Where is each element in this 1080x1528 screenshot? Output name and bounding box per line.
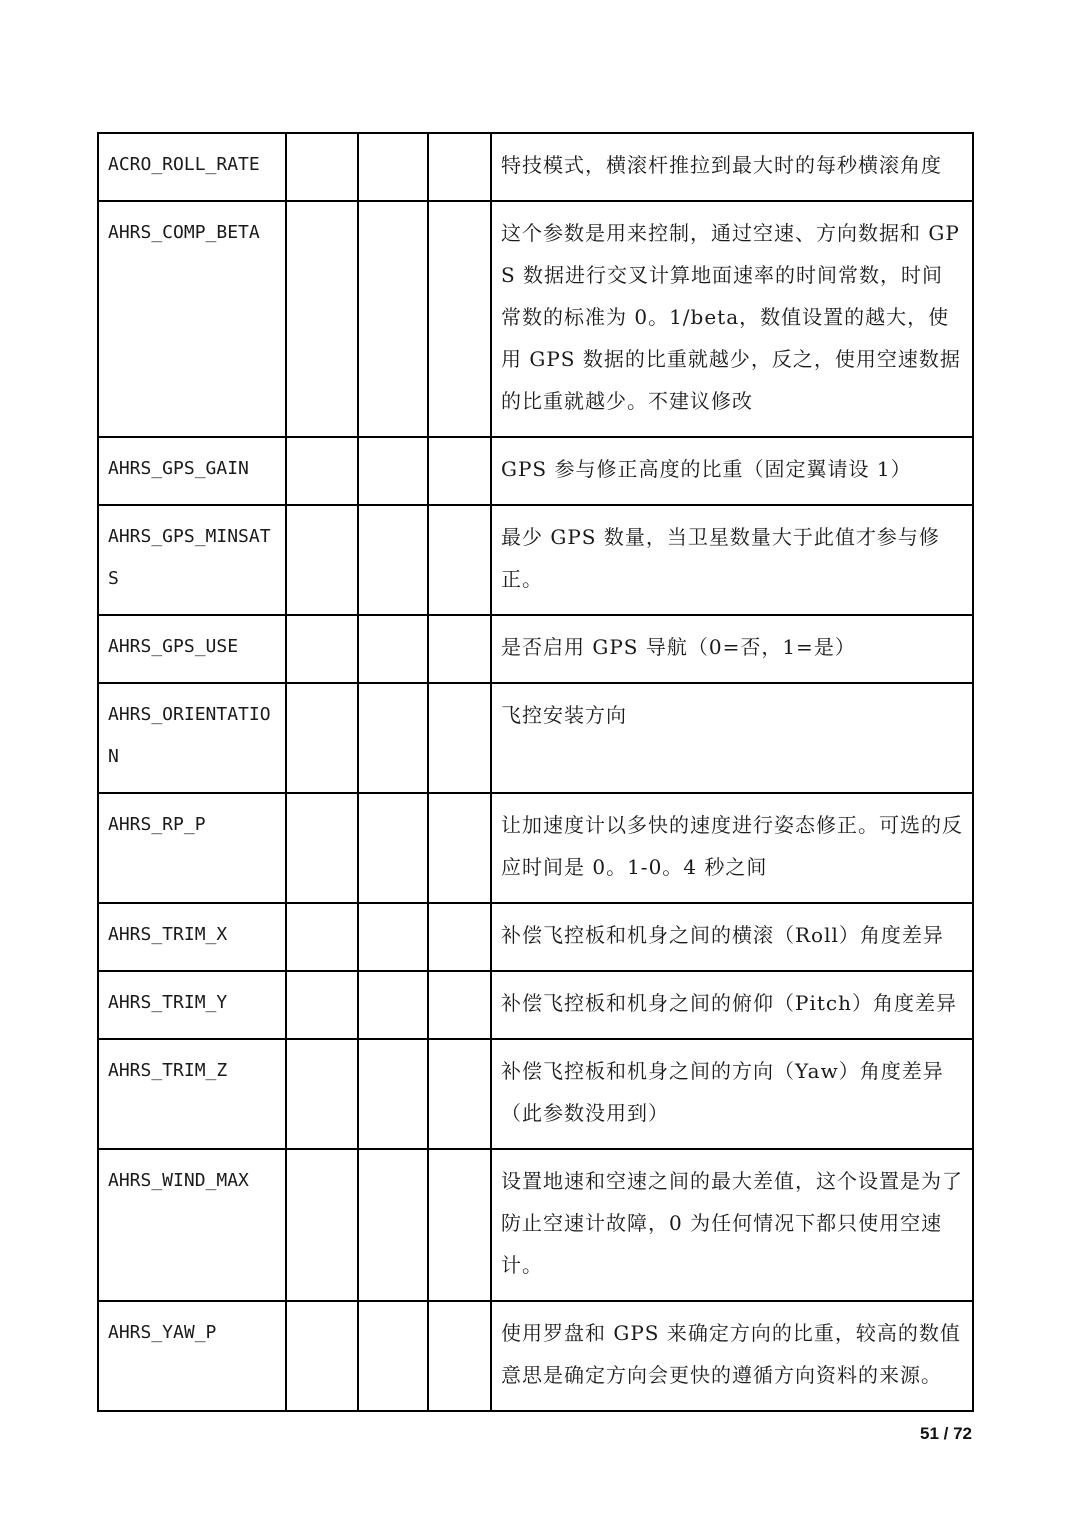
table-row [98,505,973,615]
parameter-table [97,132,974,1412]
param-col2-cell [286,505,358,615]
param-col4-cell [428,437,491,505]
table-row [98,971,973,1039]
param-desc-cell: 设置地速和空速之间的最大差值，这个设置是为了防止空速计故障，0 为任何情况下都只使用空速计。 [491,1149,973,1301]
table-row [98,201,973,437]
table-row [98,683,973,793]
param-name-cell: AHRS_GPS_USE [98,615,286,683]
param-col3-cell [358,437,428,505]
param-col2-cell [286,903,358,971]
param-col3-cell [358,903,428,971]
param-col2-cell [286,133,358,201]
param-col2-cell [286,683,358,793]
param-col3-cell [358,683,428,793]
table-row [98,1301,973,1411]
param-col3-cell [358,1301,428,1411]
param-col3-cell [358,793,428,903]
param-col4-cell [428,615,491,683]
table-row [98,903,973,971]
param-col2-cell [286,201,358,437]
param-col2-cell [286,971,358,1039]
param-col2-cell [286,793,358,903]
param-col3-cell [358,971,428,1039]
param-desc-cell: 补偿飞控板和机身之间的横滚（Roll）角度差异 [491,903,973,971]
param-name-cell: AHRS_TRIM_Z [98,1039,286,1149]
page-number: 51 / 72 [920,1424,972,1443]
param-col4-cell [428,1301,491,1411]
param-desc-cell: 特技模式，横滚杆推拉到最大时的每秒横滚角度 [491,133,973,201]
param-name-cell: ACRO_ROLL_RATE [98,133,286,201]
table-row [98,437,973,505]
param-col4-cell [428,133,491,201]
param-col3-cell [358,201,428,437]
table-row [98,133,973,201]
param-name-cell: AHRS_TRIM_X [98,903,286,971]
table-row [98,1149,973,1301]
param-col3-cell [358,1149,428,1301]
param-desc-cell: 最少 GPS 数量，当卫星数量大于此值才参与修正。 [491,505,973,615]
param-col3-cell [358,505,428,615]
param-name-cell: AHRS_WIND_MAX [98,1149,286,1301]
param-col2-cell [286,615,358,683]
param-name-cell: AHRS_GPS_GAIN [98,437,286,505]
param-col4-cell [428,505,491,615]
param-col2-cell [286,1149,358,1301]
param-col2-cell [286,1039,358,1149]
param-col4-cell [428,1149,491,1301]
param-name-cell: AHRS_COMP_BETA [98,201,286,437]
param-col4-cell [428,793,491,903]
param-col4-cell [428,201,491,437]
param-col2-cell [286,1301,358,1411]
parameter-table-body [98,133,973,1411]
param-name-cell: AHRS_GPS_MINSATS [98,505,286,615]
param-col4-cell [428,683,491,793]
table-row [98,1039,973,1149]
param-desc-cell: 使用罗盘和 GPS 来确定方向的比重，较高的数值意思是确定方向会更快的遵循方向资料的来源。 [491,1301,973,1411]
param-desc-cell: 飞控安装方向 [491,683,973,793]
param-desc-cell: 补偿飞控板和机身之间的俯仰（Pitch）角度差异 [491,971,973,1039]
param-desc-cell: 让加速度计以多快的速度进行姿态修正。可选的反应时间是 0。1-0。4 秒之间 [491,793,973,903]
table-row [98,615,973,683]
param-name-cell: AHRS_TRIM_Y [98,971,286,1039]
param-name-cell: AHRS_RP_P [98,793,286,903]
param-desc-cell: GPS 参与修正高度的比重（固定翼请设 1） [491,437,973,505]
param-col3-cell [358,615,428,683]
param-col4-cell [428,903,491,971]
param-col4-cell [428,971,491,1039]
param-col2-cell [286,437,358,505]
param-name-cell: AHRS_ORIENTATION [98,683,286,793]
param-desc-cell: 是否启用 GPS 导航（0=否，1=是） [491,615,973,683]
param-col3-cell [358,133,428,201]
param-col4-cell [428,1039,491,1149]
param-desc-cell: 补偿飞控板和机身之间的方向（Yaw）角度差异（此参数没用到） [491,1039,973,1149]
param-name-cell: AHRS_YAW_P [98,1301,286,1411]
table-row [98,793,973,903]
param-desc-cell: 这个参数是用来控制，通过空速、方向数据和 GPS 数据进行交叉计算地面速率的时间常数，时间常数的标准为 0。1/beta，数值设置的越大，使用 GPS 数据的比重就越少，反之，使用空速数据的比重就越少。不建议修改 [491,201,973,437]
param-col3-cell [358,1039,428,1149]
